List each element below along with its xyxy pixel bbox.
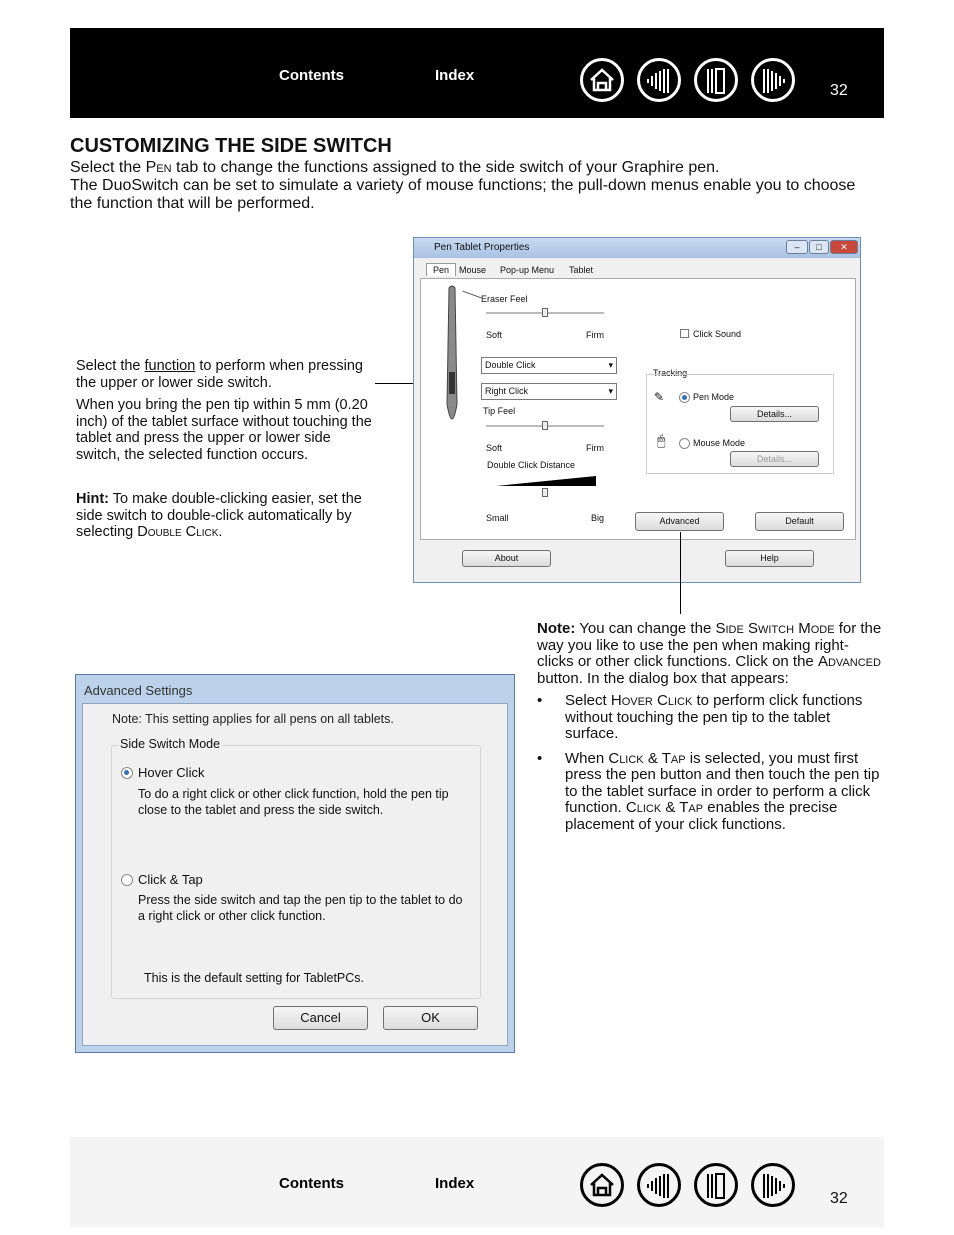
advanced-content (82, 703, 508, 1046)
default-button[interactable]: Default (755, 512, 844, 531)
advanced-window-title: Advanced Settings (84, 683, 193, 698)
advanced-note: Note: This setting applies for all pens on all tablets. (112, 712, 394, 726)
section-heading: CUSTOMIZING THE SIDE SWITCH (70, 135, 392, 157)
hover-click-label: Hover Click (138, 765, 205, 780)
tab-pen[interactable]: Pen (426, 263, 456, 276)
double-click-distance-label: Double Click Distance (487, 460, 576, 470)
minimize-button[interactable]: – (786, 240, 808, 254)
previous-page-icon[interactable] (694, 1163, 738, 1207)
small-label: Small (486, 513, 509, 523)
home-icon[interactable] (580, 1163, 624, 1207)
index-link-bottom[interactable]: Index (435, 1175, 475, 1192)
distance-wedge (496, 476, 596, 488)
click-sound-checkbox[interactable] (680, 329, 689, 338)
bottom-navigation-bar (70, 1137, 884, 1227)
pen-tablet-properties-window (413, 237, 861, 583)
previous-page-icon[interactable] (694, 58, 738, 102)
click-sound-label: Click Sound (693, 329, 742, 339)
about-button[interactable]: About (462, 550, 551, 567)
cancel-button[interactable]: Cancel (273, 1006, 368, 1030)
tip-firm-label: Firm (586, 443, 604, 453)
tracking-label: Tracking (653, 368, 688, 378)
next-page-icon[interactable] (751, 1163, 795, 1207)
pen-mode-radio[interactable] (679, 392, 690, 403)
list-item: • When Click & Tap is selected, you must first press the pen button and then touch the pen tip to the tablet surface in order to perform a click function. Click & Tap enables the precise placement of your click functions. (537, 751, 882, 834)
mouse-mode-icon: 🖱 (657, 432, 666, 448)
next-page-icon[interactable] (751, 58, 795, 102)
pen-mode-icon: ✎ (654, 390, 665, 404)
tip-feel-thumb[interactable] (542, 421, 548, 430)
pen-icon (442, 284, 462, 436)
lower-switch-select[interactable]: Right Click ▾ (481, 383, 617, 400)
big-label: Big (591, 513, 605, 523)
eraser-soft-label: Soft (486, 330, 503, 340)
top-navigation-bar (70, 28, 884, 118)
intro-text: Select the Pen tab to change the functions assigned to the side switch of your Graphire pen. The DuoSwitch can be set to simulate a variety of mouse functions; the pull-down menus enable you to choose the function that will be performed. (70, 159, 856, 212)
click-tap-label: Click & Tap (138, 872, 203, 887)
pen-mode-label: Pen Mode (693, 392, 735, 402)
list-item: • Select Hover Click to perform click functions without touching the pen tip to the tablet surface. (537, 693, 882, 743)
eraser-feel-label: Eraser Feel (481, 294, 528, 304)
pen-mode-details-button[interactable]: Details... (730, 406, 819, 422)
page-number: 32 (830, 82, 848, 99)
tip-feel-label: Tip Feel (483, 406, 516, 416)
previous-chapter-icon[interactable] (637, 1163, 681, 1207)
help-button[interactable]: Help (725, 550, 814, 567)
function-link[interactable]: function (144, 358, 196, 374)
click-tap-radio[interactable] (121, 874, 133, 886)
maximize-button[interactable]: □ (809, 240, 829, 254)
contents-link-bottom[interactable]: Contents (279, 1175, 344, 1192)
tip-soft-label: Soft (486, 443, 503, 453)
advanced-settings-window (75, 674, 515, 1053)
eraser-firm-label: Firm (586, 330, 604, 340)
window-title: Pen Tablet Properties (414, 238, 860, 258)
note-text: Note: You can change the Side Switch Mode for the way you like to use the pen when making right-clicks or other click functions. Click on the Advanced button. In the dialog box that appears: (537, 620, 882, 687)
advanced-pointer-line (680, 532, 681, 614)
mouse-mode-radio[interactable] (679, 438, 690, 449)
close-button[interactable]: ✕ (830, 240, 858, 254)
mouse-mode-details-button[interactable]: Details... (730, 451, 819, 467)
tab-tablet[interactable]: Tablet (569, 265, 594, 275)
tab-popup-menu[interactable]: Pop-up Menu (500, 265, 555, 275)
mouse-mode-label: Mouse Mode (693, 438, 746, 448)
index-link[interactable]: Index (435, 67, 475, 84)
advanced-button[interactable]: Advanced (635, 512, 724, 531)
contents-link[interactable]: Contents (279, 67, 344, 84)
upper-switch-select[interactable]: Double Click ▾ (481, 357, 617, 374)
hover-click-description: To do a right click or other click function, hold the pen tip close to the tablet and press the side switch. (138, 787, 449, 817)
side-switch-mode-label: Side Switch Mode (120, 737, 221, 751)
hover-click-radio[interactable] (121, 767, 133, 779)
ok-button[interactable]: OK (383, 1006, 478, 1030)
page-number-bottom: 32 (830, 1190, 848, 1207)
click-tap-description: Press the side switch and tap the pen tip to the tablet to do a right click or other click function. (138, 893, 463, 923)
note-bullets (537, 693, 882, 841)
double-click-distance-thumb[interactable] (542, 488, 548, 497)
callout-text: Select the function to perform when pressing the upper or lower side switch. When you bring the pen tip within 5 mm (0.20 inch) of the tablet surface without touching the tablet and press the upper or lower side switch, the selected function occurs. Hint: To make double-clicking easier, set the side switch to double-click automatically by selecting Double Click. (76, 358, 372, 540)
previous-chapter-icon[interactable] (637, 58, 681, 102)
eraser-feel-thumb[interactable] (542, 308, 548, 317)
default-setting-note: This is the default setting for TabletPCs. (144, 971, 365, 985)
home-icon[interactable] (580, 58, 624, 102)
tab-mouse[interactable]: Mouse (459, 265, 487, 275)
